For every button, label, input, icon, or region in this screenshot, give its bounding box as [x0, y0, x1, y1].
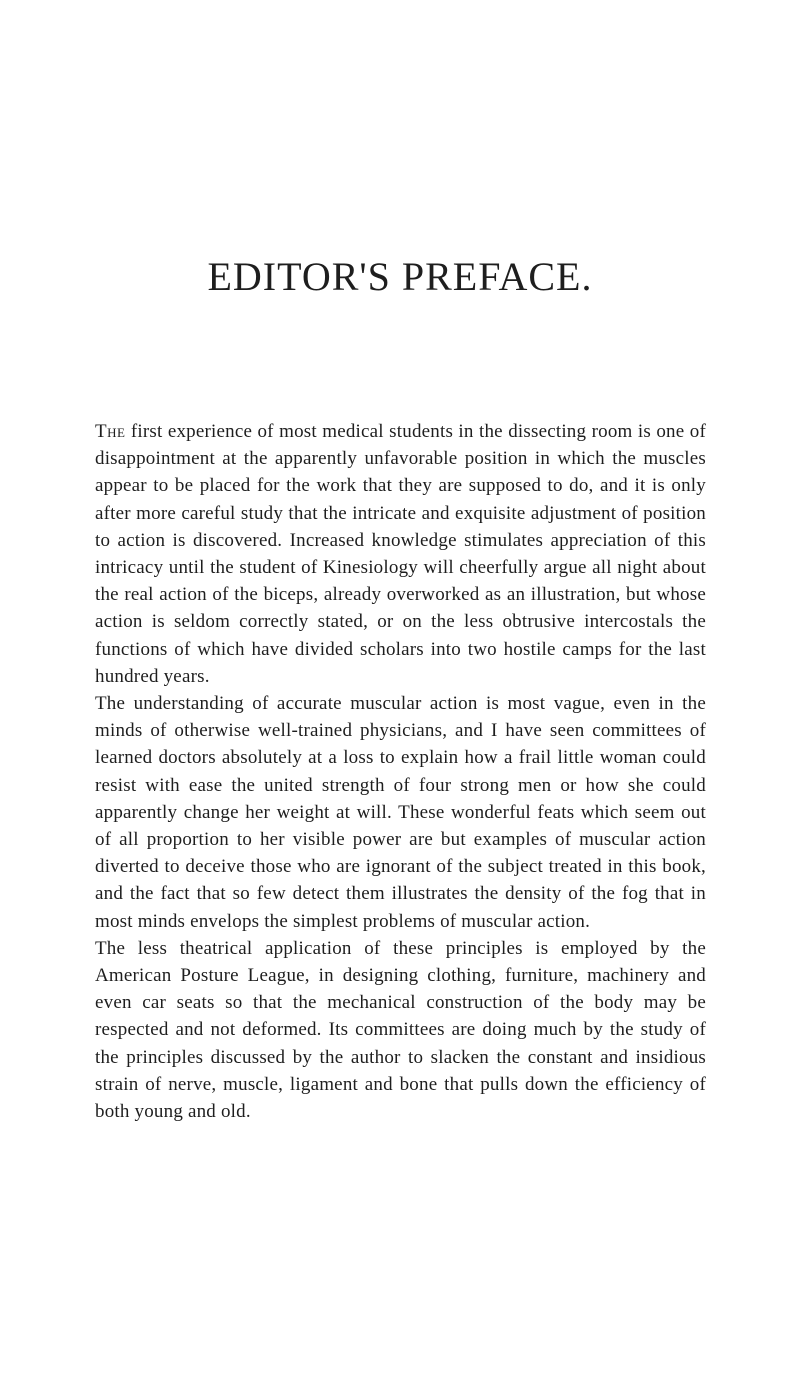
paragraph-1-lead-word: The — [95, 421, 126, 442]
paragraph-2-text: The understanding of accurate muscular action is most vague, even in the minds of otherwise well-trained physicians, and I have seen committees of learned doctors absolutely at a loss to explain how a frail little woman could resist with ease the united strength of four strong men or how she could apparently change her weight at will. These wonderful feats which seem out of all proportion to her visible power are but examples of muscular action diverted to deceive those who are ignorant of the subject treated in this book, and the fact that so few detect them illustrates the density of the fog that in most minds envelops the simplest problems of muscular action. — [95, 693, 706, 932]
paragraph-2 — [95, 690, 706, 935]
preface-heading: EDITOR'S PREFACE. — [207, 254, 593, 299]
paragraph-1-text: first experience of most medical students in the dissecting room is one of disappointment at the apparently unfavorable position in which the muscles appear to be placed for the work that they are supposed to do, and it is only after more careful study that the intricate and exquisite adjustment of position to action is discovered. Increased knowledge stimulates appreciation of this intricacy until the student of Kinesiology will cheerfully argue all night about the real action of the biceps, already overworked as an illustration, but whose action is seldom correctly stated, or on the less obtrusive intercostals the functions of which have divided scholars into two hostile camps for the last hundred years. — [95, 421, 706, 687]
paragraph-3-text: The less theatrical application of these principles is employed by the American Posture League, in designing clothing, furniture, machinery and even car seats so that the mechanical construction of the body may be respected and not deformed. Its committees are doing much by the study of the principles discussed by the author to slacken the constant and insidious strain of nerve, muscle, ligament and bone that pulls down the efficiency of both young and old. — [95, 937, 706, 1123]
paragraph-3 — [95, 935, 706, 1125]
preface-body — [95, 418, 706, 1125]
paragraph-1 — [95, 418, 706, 690]
